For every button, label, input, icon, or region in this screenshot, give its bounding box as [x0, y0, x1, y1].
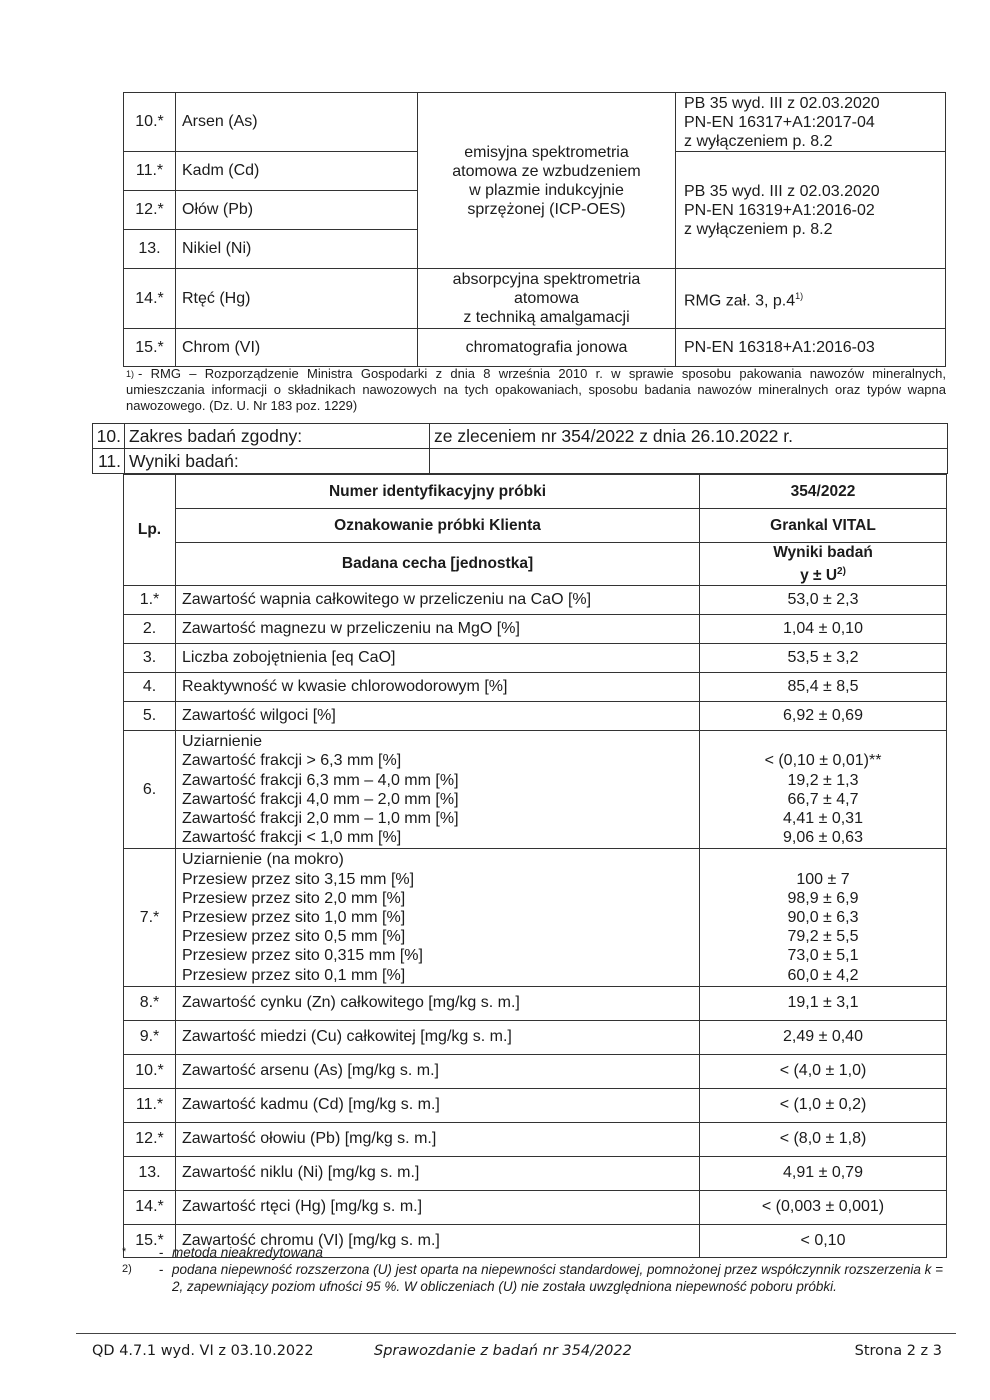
wet-title: Uziarnienie (na mokro)	[182, 851, 344, 869]
grain-value: 4,41 ± 0,31	[783, 809, 863, 827]
row-value: < (4,0 ± 1,0)	[700, 1054, 947, 1088]
method-icp-line: atomowa ze wzbudzeniem	[452, 162, 641, 180]
results-header-label: Wyniki badań	[773, 544, 873, 561]
wet-item: Przesiew przez sito 0,315 mm [%]	[182, 947, 423, 965]
methods-table	[123, 92, 946, 367]
results-table	[123, 474, 947, 1258]
method-icp-line: sprzężonej (ICP-OES)	[467, 200, 626, 218]
scope-table	[92, 423, 948, 474]
scope-number: 10.	[93, 424, 125, 449]
row-lp: 13.	[124, 1156, 176, 1190]
method-row-name: Rtęć (Hg)	[176, 269, 418, 329]
row-value: 4,91 ± 0,79	[700, 1156, 947, 1190]
row-feature: Zawartość kadmu (Cd) [mg/kg s. m.]	[176, 1088, 700, 1122]
results-number: 11.	[93, 449, 125, 474]
row-value: 85,4 ± 8,5	[700, 673, 947, 702]
row-lp: 1.*	[124, 586, 176, 615]
wet-value: 90,0 ± 6,3	[787, 908, 859, 926]
row-lp: 9.*	[124, 1020, 176, 1054]
footnote-dash: -	[158, 1245, 164, 1260]
grain-item: Zawartość frakcji 2,0 mm – 1,0 mm [%]	[182, 809, 459, 827]
row-lp: 10.*	[124, 1054, 176, 1088]
grain-value: < (0,10 ± 0,01)**	[764, 752, 882, 770]
standard-line: PB 35 wyd. III z 02.03.2020	[684, 94, 880, 112]
lp-header: Lp.	[124, 475, 176, 586]
footer-report-title: Sprawozdanie z badań nr 354/2022	[374, 1343, 632, 1359]
row-value: 19,1 ± 3,1	[700, 986, 947, 1020]
wet-value: 100 ± 7	[796, 870, 850, 888]
row-lp: 11.*	[124, 1088, 176, 1122]
method-row-name: Nikiel (Ni)	[176, 230, 418, 269]
grain-item: Zawartość frakcji > 6,3 mm [%]	[182, 752, 402, 770]
row-value: < (8,0 ± 1,8)	[700, 1122, 947, 1156]
standard-line: z wyłączeniem p. 8.2	[684, 220, 833, 238]
row-feature: Zawartość miedzi (Cu) całkowitej [mg/kg s. m.]	[176, 1020, 700, 1054]
method-aas-line: z techniką amalgamacji	[463, 309, 630, 326]
wet-value: 73,0 ± 5,1	[787, 947, 859, 965]
method-row-name: Arsen (As)	[176, 93, 418, 152]
row-lp: 3.	[124, 644, 176, 673]
row-value: 6,92 ± 0,69	[700, 702, 947, 731]
row-value: 2,49 ± 0,40	[700, 1020, 947, 1054]
standard-metals-cell	[676, 152, 946, 269]
grain-item: Zawartość frakcji < 1,0 mm [%]	[182, 829, 402, 847]
footnote-text: - RMG – Rozporządzenie Ministra Gospodarki z dnia 8 września 2010 r. w sprawie sposobu pakowania nawozów mineralnych, umieszczania informacji o składnikach nawozowych na tych opakowaniach, sposobu badania nawozów mineralnych oraz typów wapna nawozowego. (Dz. U. Nr 183 poz. 1229)	[126, 366, 946, 413]
row-lp: 2.	[124, 615, 176, 644]
standard-hg-cell	[676, 269, 946, 329]
footnote-star-text: metoda nieakredytowana	[172, 1245, 323, 1260]
grain-value: 66,7 ± 4,7	[787, 790, 859, 808]
method-aas-line: atomowa	[514, 290, 579, 307]
row-feature: Liczba zobojętnienia [eq CaO]	[176, 644, 700, 673]
row-feature: Zawartość arsenu (As) [mg/kg s. m.]	[176, 1054, 700, 1088]
method-row-lp: 12.*	[124, 191, 176, 230]
wet-item: Przesiew przez sito 1,0 mm [%]	[182, 908, 406, 926]
standard-hg: RMG zał. 3, p.4	[684, 292, 796, 310]
scope-value: ze zleceniem nr 354/2022 z dnia 26.10.2022 r.	[430, 424, 948, 449]
standard-line: PN-EN 16319+A1:2016-02	[684, 201, 875, 219]
footnote-rmg	[126, 366, 946, 414]
wet-item: Przesiew przez sito 3,15 mm [%]	[182, 870, 415, 888]
results-header-sup: 2)	[837, 566, 846, 577]
method-row-name: Chrom (VI)	[176, 329, 418, 367]
method-row-lp: 11.*	[124, 152, 176, 191]
client-label: Oznakowanie próbki Klienta	[176, 509, 700, 543]
footnote-u-text: podana niepewność rozszerzona (U) jest oparta na niepewności standardowej, pomnożonej przez współczynnik rozszerzenia k = 2, zapewniający poziom ufności 95 %. W obliczeniach (U) nie została uwzględniona niepewność poboru próbki.	[172, 1262, 944, 1294]
grain-value: 9,06 ± 0,63	[783, 829, 863, 847]
footnote-dash: -	[158, 1262, 164, 1277]
row-value: 1,04 ± 0,10	[700, 615, 947, 644]
footnote-u-marker: 2)	[122, 1263, 132, 1275]
grain-values	[700, 731, 947, 849]
row-value: 53,5 ± 3,2	[700, 644, 947, 673]
footnote-star	[122, 1244, 944, 1261]
row-value: < (0,003 ± 0,001)	[700, 1190, 947, 1224]
results-title: Wyniki badań:	[125, 449, 430, 474]
row-lp: 14.*	[124, 1190, 176, 1224]
wet-value: 60,0 ± 4,2	[787, 966, 859, 984]
method-row-name: Ołów (Pb)	[176, 191, 418, 230]
standard-arsen-cell	[676, 93, 946, 152]
wet-item: Przesiew przez sito 0,1 mm [%]	[182, 966, 406, 984]
method-row-lp: 15.*	[124, 329, 176, 367]
row-value: < (1,0 ± 0,2)	[700, 1088, 947, 1122]
row-feature: Zawartość cynku (Zn) całkowitego [mg/kg s. m.]	[176, 986, 700, 1020]
grain-title: Uziarnienie	[182, 733, 263, 751]
footnote-marker: 1)	[126, 369, 135, 379]
row-feature: Zawartość niklu (Ni) [mg/kg s. m.]	[176, 1156, 700, 1190]
method-icp-line: w plazmie indukcyjnie	[469, 181, 624, 199]
footer-doc-code: QD 4.7.1 wyd. VI z 03.10.2022	[92, 1343, 314, 1359]
footer-page-number: Strona 2 z 3	[854, 1343, 942, 1359]
client-value: Grankal VITAL	[700, 509, 947, 543]
wet-item: Przesiew przez sito 0,5 mm [%]	[182, 928, 406, 946]
wet-features	[176, 849, 700, 986]
row-lp: 4.	[124, 673, 176, 702]
method-aas-cell	[418, 269, 676, 329]
grain-features	[176, 731, 700, 849]
footnote-uncertainty	[122, 1261, 944, 1295]
grain-item: Zawartość frakcji 4,0 mm – 2,0 mm [%]	[182, 790, 459, 808]
method-chrom-cell: chromatografia jonowa	[418, 329, 676, 367]
footnote-star-marker: *	[122, 1246, 127, 1258]
row-lp: 8.*	[124, 986, 176, 1020]
wet-values	[700, 849, 947, 986]
wet-item: Przesiew przez sito 2,0 mm [%]	[182, 889, 406, 907]
footer-divider	[76, 1333, 956, 1334]
method-icp-cell	[418, 93, 676, 269]
row-feature: Zawartość wilgoci [%]	[176, 702, 700, 731]
sample-id-value: 354/2022	[700, 475, 947, 509]
scope-label: Zakres badań zgodny:	[125, 424, 430, 449]
method-row-lp: 13.	[124, 230, 176, 269]
footnote-legend	[122, 1244, 944, 1295]
feature-header: Badana cecha [jednostka]	[176, 543, 700, 586]
method-row-name: Kadm (Cd)	[176, 152, 418, 191]
row-lp: 12.*	[124, 1122, 176, 1156]
grain-item: Zawartość frakcji 6,3 mm – 4,0 mm [%]	[182, 771, 459, 789]
wet-value: 98,9 ± 6,9	[787, 889, 859, 907]
row-value: < 0,10	[700, 1224, 947, 1257]
row-feature: Zawartość wapnia całkowitego w przeliczeniu na CaO [%]	[176, 586, 700, 615]
grain-value: 19,2 ± 1,3	[787, 771, 859, 789]
row-feature: Zawartość rtęci (Hg) [mg/kg s. m.]	[176, 1190, 700, 1224]
results-header-unit: y ± U	[800, 567, 838, 585]
row-feature: Zawartość chromu (VI) [mg/kg s. m.]	[176, 1224, 700, 1257]
standard-cr-cell: PN-EN 16318+A1:2016-03	[676, 329, 946, 367]
row-lp: 5.	[124, 702, 176, 731]
method-aas-line: absorpcyjna spektrometria	[452, 271, 641, 288]
method-row-lp: 10.*	[124, 93, 176, 152]
sample-id-label: Numer identyfikacyjny próbki	[176, 475, 700, 509]
grain-lp: 6.	[124, 731, 176, 849]
wet-value: 79,2 ± 5,5	[787, 928, 859, 946]
standard-line: PN-EN 16317+A1:2017-04	[684, 113, 875, 131]
results-title-empty	[430, 449, 948, 474]
row-lp: 15.*	[124, 1224, 176, 1257]
results-header	[700, 543, 947, 586]
standard-line: PB 35 wyd. III z 02.03.2020	[684, 182, 880, 200]
wet-lp: 7.*	[124, 849, 176, 986]
method-row-lp: 14.*	[124, 269, 176, 329]
row-value: 53,0 ± 2,3	[700, 586, 947, 615]
row-feature: Reaktywność w kwasie chlorowodorowym [%]	[176, 673, 700, 702]
method-icp-line: emisyjna spektrometria	[464, 143, 629, 161]
row-feature: Zawartość magnezu w przeliczeniu na MgO [%]	[176, 615, 700, 644]
standard-line: z wyłączeniem p. 8.2	[684, 132, 833, 150]
row-feature: Zawartość ołowiu (Pb) [mg/kg s. m.]	[176, 1122, 700, 1156]
standard-hg-sup: 1)	[795, 290, 804, 301]
